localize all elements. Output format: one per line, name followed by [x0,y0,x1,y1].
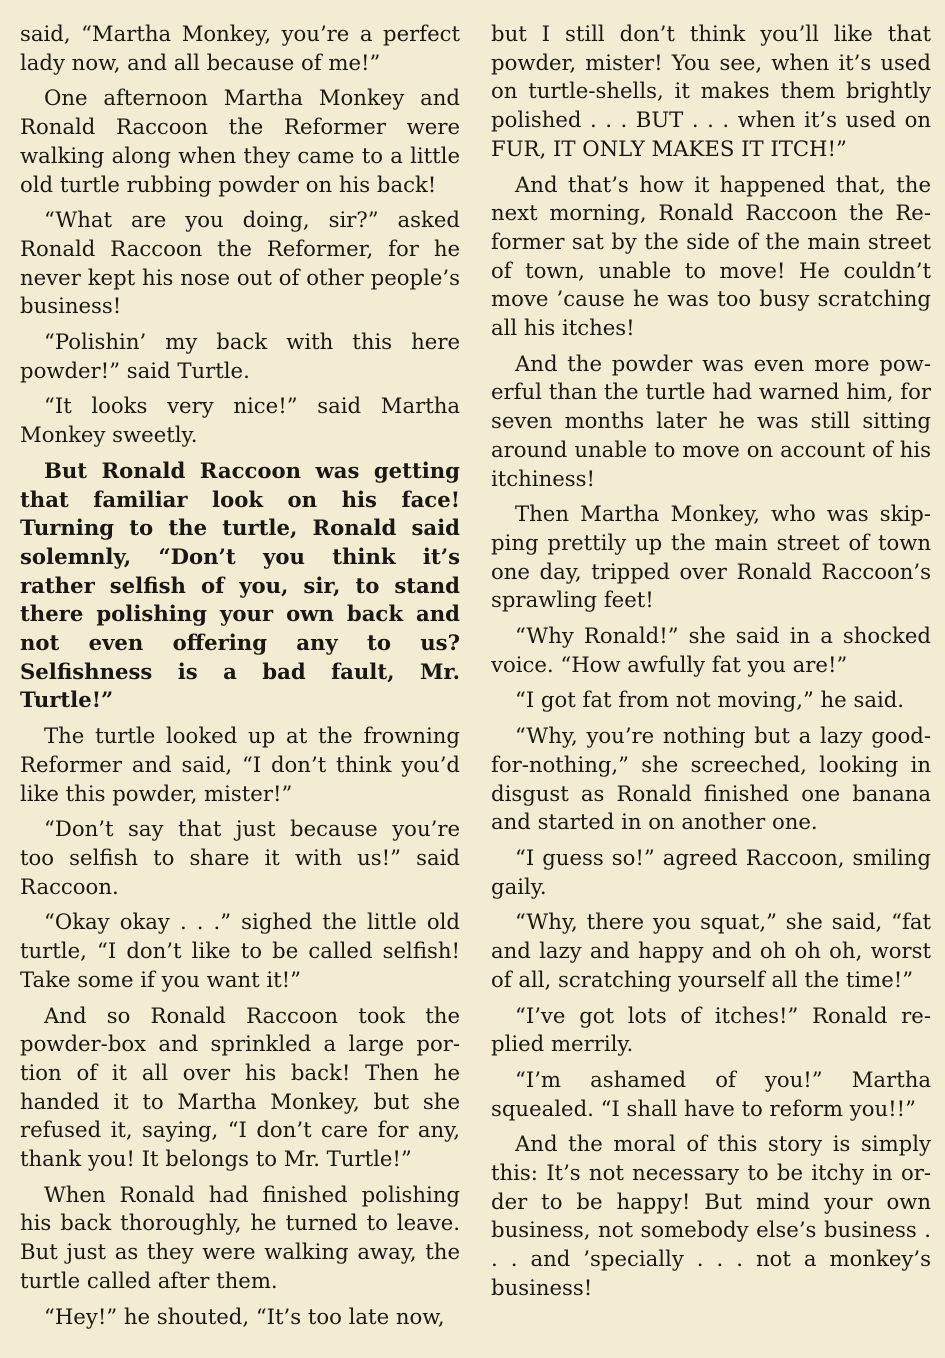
paragraph: “Why, there you squat,” she said, “fat and lazy and happy and oh oh oh, worst of all, scratching yourself all the time!” [491,909,931,992]
paragraph: One afternoon Martha Monkey and Ronald Raccoon the Reformer were walking along when they came to a little old turtle rubbing powder on his back! [20,85,460,197]
paragraph: “I’ve got lots of itches!” Ronald replied merrily. [491,1002,931,1057]
paragraph: And that’s how it happened that, the next morning, Ronald Raccoon the Reformer sat by the side of the main street of town, unable to move! He couldn’t move ’cause he was too busy scratching all his itches! [491,171,931,341]
paragraph: said, “Martha Monkey, you’re a perfect lady now, and all because of me!” [20,21,460,75]
paragraph: “I guess so!” agreed Raccoon, smiling gaily. [491,844,931,899]
paragraph: But Ronald Raccoon was getting that familiar look on his face! Turning to the turtle, Ronald said solemnly, “Don’t you think it’s rather selfish of you, sir, to stand there polishing your own back and not even offering any to us? Selfishness is a bad fault, Mr. Turtle!” [20,457,460,713]
paragraph: When Ronald had finished polishing his back thoroughly, he turned to leave. But just as they were walking away, the turtle called after them. [20,1181,460,1293]
paragraph: The turtle looked up at the frowning Reformer and said, “I don’t think you’d like this powder, mister!” [20,723,460,806]
paragraph: “I got fat from not moving,” he said. [515,687,905,713]
right-column [491,20,931,1310]
paragraph: Then Martha Monkey, who was skipping prettily up the main street of town one day, tripped over Ronald Raccoon’s sprawling feet! [491,501,931,613]
paragraph: “Don’t say that just because you’re too selfish to share it with us!” said Raccoon. [20,816,460,899]
paragraph: “What are you doing, sir?” asked Ronald Raccoon the Reformer, for he never kept his nose out of other people’s business! [20,207,460,319]
paragraph: “Hey!” he shouted, “It’s too late now, [44,1303,445,1329]
paragraph: “It looks very nice!” said Martha Monkey sweetly. [20,393,460,448]
paragraph: “Why Ronald!” she said in a shocked voice. “How awfully fat you are!” [491,623,931,677]
paragraph: “Okay okay . . .” sighed the little old turtle, “I don’t like to be called selfish! Take some if you want it!” [20,909,460,992]
paragraph: “I’m ashamed of you!” Martha squealed. “I shall have to reform you!!” [491,1066,931,1121]
paragraph: “Polishin’ my back with this here powder!” said Turtle. [20,329,460,383]
paragraph: “Why, you’re nothing but a lazy good-for-nothing,” she screeched, looking in disgust as Ronald finished one banana and started in on another one. [491,723,931,835]
left-column [20,20,460,1338]
paragraph: And so Ronald Raccoon took the powder-box and sprinkled a large portion of it all over his back! Then he handed it to Martha Monkey, but she refused it, saying, “I don’t care for any, thank you! It belongs to Mr. Turtle!” [20,1002,460,1172]
paragraph: but I still don’t think you’ll like that powder, mister! You see, when it’s used on turtle-shells, it makes them brightly polished . . . BUT . . . when it’s used on FUR, IT ONLY MAKES IT ITCH!” [491,21,931,161]
paragraph: And the powder was even more powerful than the turtle had warned him, for seven months later he was still sitting around unable to move on account of his itchiness! [491,350,931,491]
paragraph: And the moral of this story is simply this: It’s not necessary to be itchy in order to be happy! But mind your own business, not somebody else’s business . . . and ’specially . . . not a monkey’s business! [491,1131,931,1300]
